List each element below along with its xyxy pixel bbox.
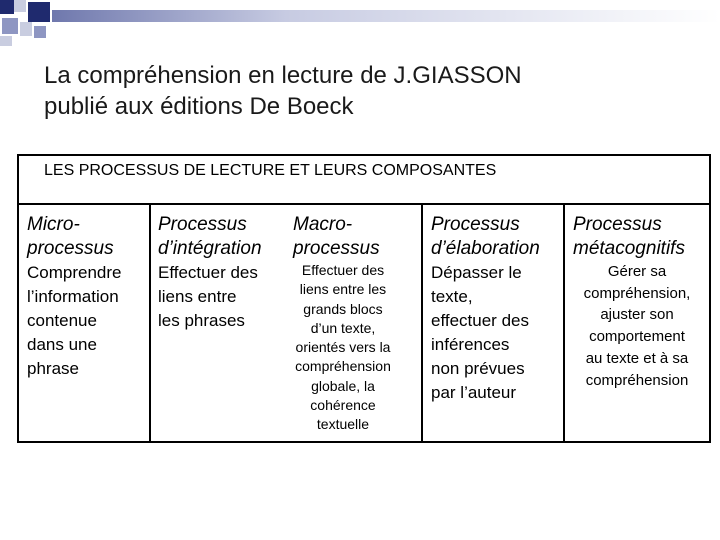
column-body: Effectuer des liens entre les grands blocs d’un texte, orientés vers la compréhension globale, la cohérence textuelle xyxy=(295,262,391,433)
column-header: Processus d’élaboration xyxy=(431,214,540,259)
column-body: Gérer sa compréhension, ajuster son comportement au texte et à sa compréhension xyxy=(583,263,691,389)
column-macro-processus xyxy=(283,205,421,443)
title-line-2: publié aux éditions De Boeck xyxy=(44,93,354,120)
column-body: Comprendre l’information contenue dans une phrase xyxy=(27,263,122,378)
column-header: Micro- processus xyxy=(27,214,114,259)
column-header: Processus d’intégration xyxy=(158,214,262,259)
column-body: Effectuer des liens entre les phrases xyxy=(158,263,258,330)
table-heading: LES PROCESSUS DE LECTURE ET LEURS COMPOSANTES xyxy=(44,162,497,179)
deco-square xyxy=(20,22,32,36)
deco-gradient-bar xyxy=(52,10,720,22)
decorative-squares xyxy=(0,0,720,50)
column-processus-metacognitifs xyxy=(563,205,711,443)
deco-square xyxy=(28,2,50,22)
column-processus-elaboration xyxy=(421,205,563,443)
column-header: Processus métacognitifs xyxy=(573,214,685,259)
deco-square xyxy=(2,18,18,34)
column-micro-processus xyxy=(19,205,149,443)
deco-square xyxy=(0,36,12,46)
deco-square xyxy=(14,0,26,12)
column-body: Dépasser le texte, effectuer des inférences non prévues par l’auteur xyxy=(431,263,529,402)
deco-square xyxy=(0,0,14,14)
deco-square xyxy=(34,26,46,38)
column-processus-integration xyxy=(149,205,283,443)
column-header: Macro- processus xyxy=(293,214,380,259)
slide-title xyxy=(44,60,522,122)
title-line-1: La compréhension en lecture de J.GIASSON xyxy=(44,62,522,89)
